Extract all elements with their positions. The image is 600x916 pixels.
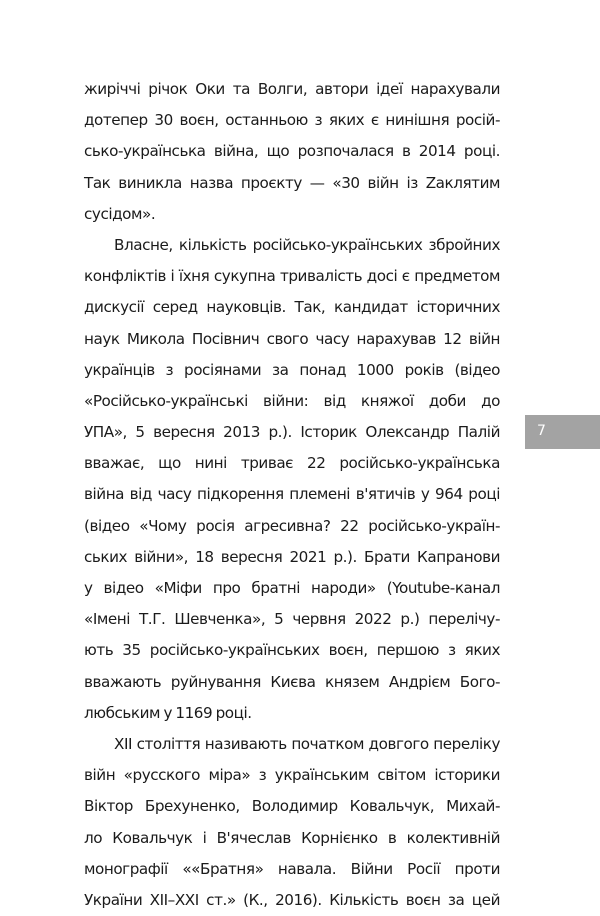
text-line: війн «русского міра» з українським світом історики (84, 766, 500, 785)
text-line: жиріччі річок Оки та Волги, автори ідеї нарахували (84, 80, 500, 98)
text-line: дискусії серед науковців. Так, кандидат історичних (84, 298, 500, 317)
text-line: конфліктів і їхня сукупна тривалість досі є предметом (84, 267, 500, 286)
text-line: наук Микола Посівнич свого часу нарахував 12 війн (84, 329, 500, 348)
text-line: сько-українська війна, що розпочалася в 2014 році. (84, 142, 500, 161)
text-line: ло Ковальчук і В'ячеслав Корнієнко в колективній (84, 828, 500, 847)
page-number: 7 (537, 423, 546, 439)
text-line: любським у 1169 році. (84, 703, 252, 722)
text-line: України XII–XXI ст.» (К., 2016). Кількість воєн за цей (84, 890, 500, 909)
text-line: «Імені Т.Г. Шевченка», 5 червня 2022 р.) перелічу- (84, 610, 500, 629)
text-line: (відео «Чому росія агресивна? 22 російсько-україн- (84, 516, 500, 535)
text-line: вважає, що нині триває 22 російсько-українська (84, 454, 500, 473)
text-line: ських війни», 18 вересня 2021 р.). Брати Капранови (84, 547, 500, 566)
text-line: УПА», 5 вересня 2013 р.). Історик Олександр Палій (84, 423, 500, 442)
text-line: «Російсько-українські війни: від княжої доби до (84, 391, 500, 410)
text-line: українців з росіянами за понад 1000 років (відео (84, 360, 500, 379)
text-line: війна від часу підкорення племені в'ятичів у 964 році (84, 485, 500, 504)
text-line: у відео «Міфи про братні народи» (Youtube-канал (84, 579, 500, 597)
text-line: ють 35 російсько-українських воєн, першою з яких (84, 641, 500, 660)
page-number-tab (525, 415, 600, 449)
text-line: Віктор Брехуненко, Володимир Ковальчук, Михай- (84, 797, 500, 816)
paragraph-first-line: Власне, кількість російсько-українських збройних (114, 235, 500, 254)
text-line: дотепер 30 воєн, останньою з яких є нинішня росій- (84, 111, 500, 130)
text-line: вважають руйнування Києва князем Андрієм Бого- (84, 672, 500, 691)
text-line: сусідом». (84, 204, 156, 223)
paragraph-first-line: XII століття називають початком довгого переліку (114, 734, 500, 753)
body-text (84, 74, 500, 916)
text-line: Так виникла назва проєкту — «30 війн із Zаклятим (84, 173, 500, 192)
text-line: монографії ««Братня» навала. Війни Росії проти (84, 859, 500, 878)
